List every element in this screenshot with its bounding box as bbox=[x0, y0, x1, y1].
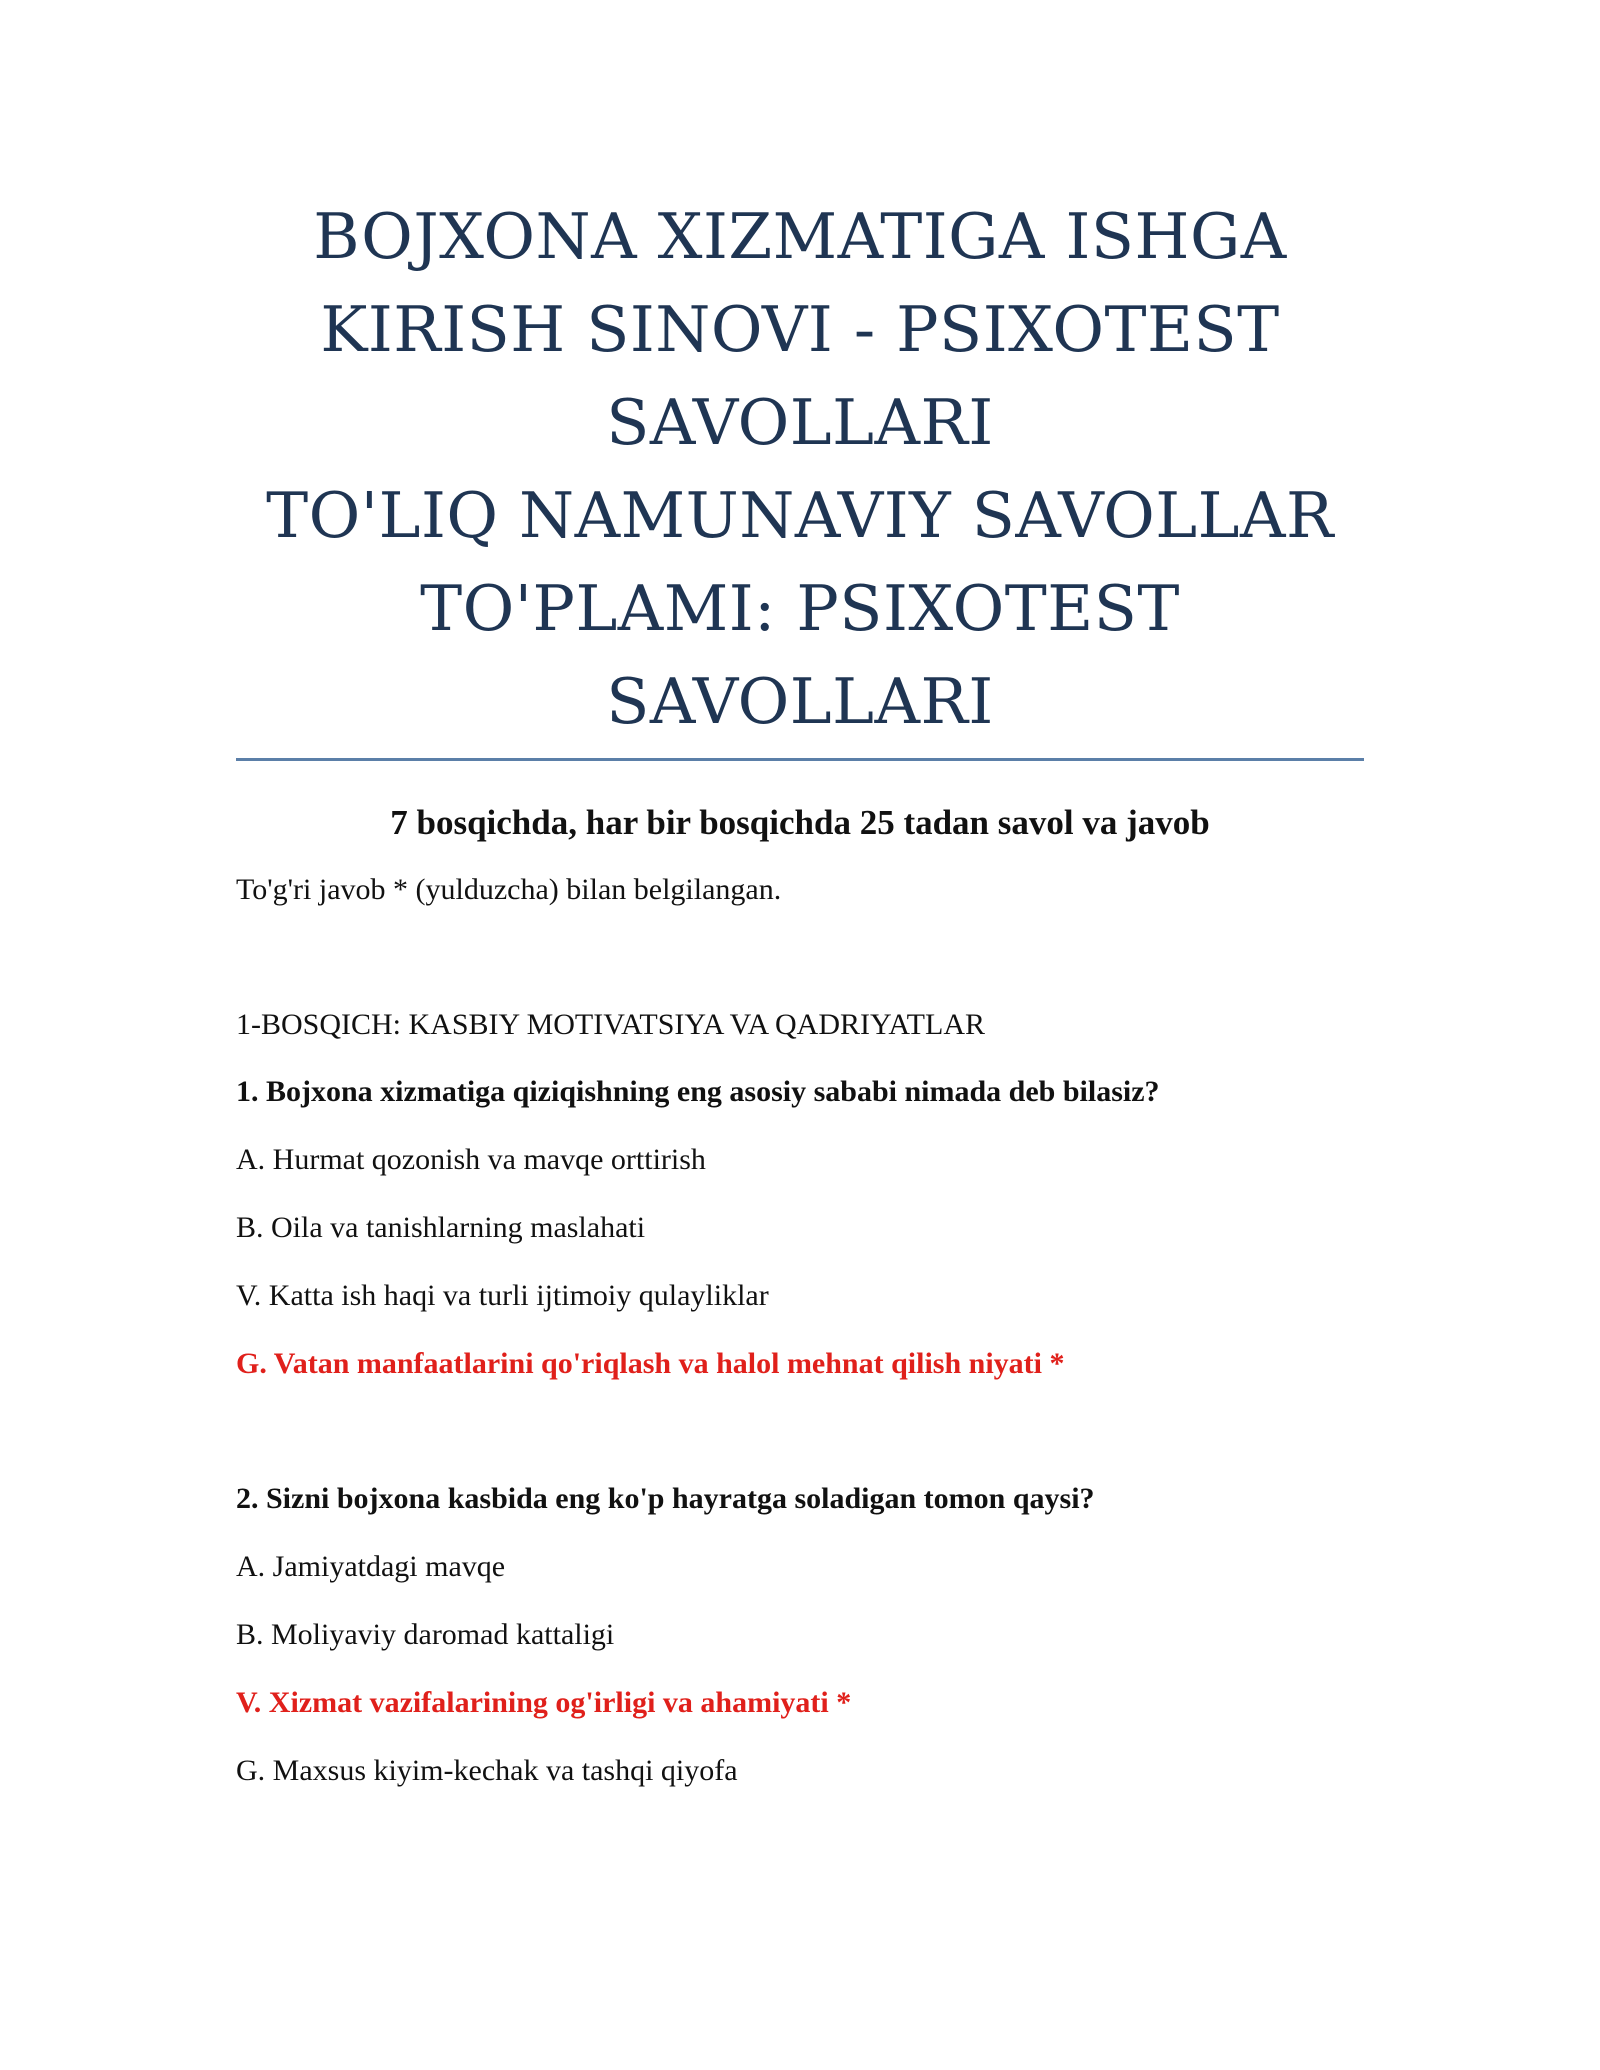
section-heading: 1-BOSQICH: KASBIY MOTIVATSIYA VA QADRIYATLAR bbox=[236, 1008, 985, 1041]
title-line: SAVOLLARI bbox=[606, 665, 994, 738]
question-text: 2. Sizni bojxona kasbida eng ko'p hayratga soladigan tomon qaysi? bbox=[236, 1482, 1095, 1515]
document-subtitle: 7 bosqichda, har bir bosqichda 25 tadan savol va javob bbox=[390, 803, 1210, 842]
title-line: SAVOLLARI bbox=[606, 386, 994, 459]
answer-option: A. Jamiyatdagi mavqe bbox=[236, 1550, 506, 1583]
answer-option: V. Katta ish haqi va turli ijtimoiy qulayliklar bbox=[236, 1279, 769, 1312]
answer-option: A. Hurmat qozonish va mavqe orttirish bbox=[236, 1143, 706, 1176]
question-text: 1. Bojxona xizmatiga qiziqishning eng asosiy sababi nimada deb bilasiz? bbox=[236, 1075, 1160, 1108]
question-block bbox=[236, 1480, 1364, 1790]
document-content bbox=[236, 190, 1364, 1790]
answer-option: B. Moliyaviy daromad kattaligi bbox=[236, 1618, 615, 1651]
title-divider bbox=[236, 758, 1364, 761]
document-title bbox=[236, 190, 1364, 748]
correct-answer-option: V. Xizmat vazifalarining og'irligi va ahamiyati * bbox=[236, 1686, 852, 1719]
title-line: KIRISH SINOVI - PSIXOTEST bbox=[320, 293, 1280, 366]
correct-answer-option: G. Vatan manfaatlarini qo'riqlash va halol mehnat qilish niyati * bbox=[236, 1347, 1065, 1380]
title-line: TO'LIQ NAMUNAVIY SAVOLLAR bbox=[266, 479, 1334, 552]
title-line: TO'PLAMI: PSIXOTEST bbox=[420, 572, 1180, 645]
question-block bbox=[236, 1073, 1364, 1383]
answer-option: B. Oila va tanishlarning maslahati bbox=[236, 1211, 646, 1244]
title-line: BOJXONA XIZMATIGA ISHGA bbox=[313, 200, 1287, 273]
answer-option: G. Maxsus kiyim-kechak va tashqi qiyofa bbox=[236, 1754, 738, 1787]
answer-key-note: To'g'ri javob * (yulduzcha) bilan belgilangan. bbox=[236, 873, 782, 906]
